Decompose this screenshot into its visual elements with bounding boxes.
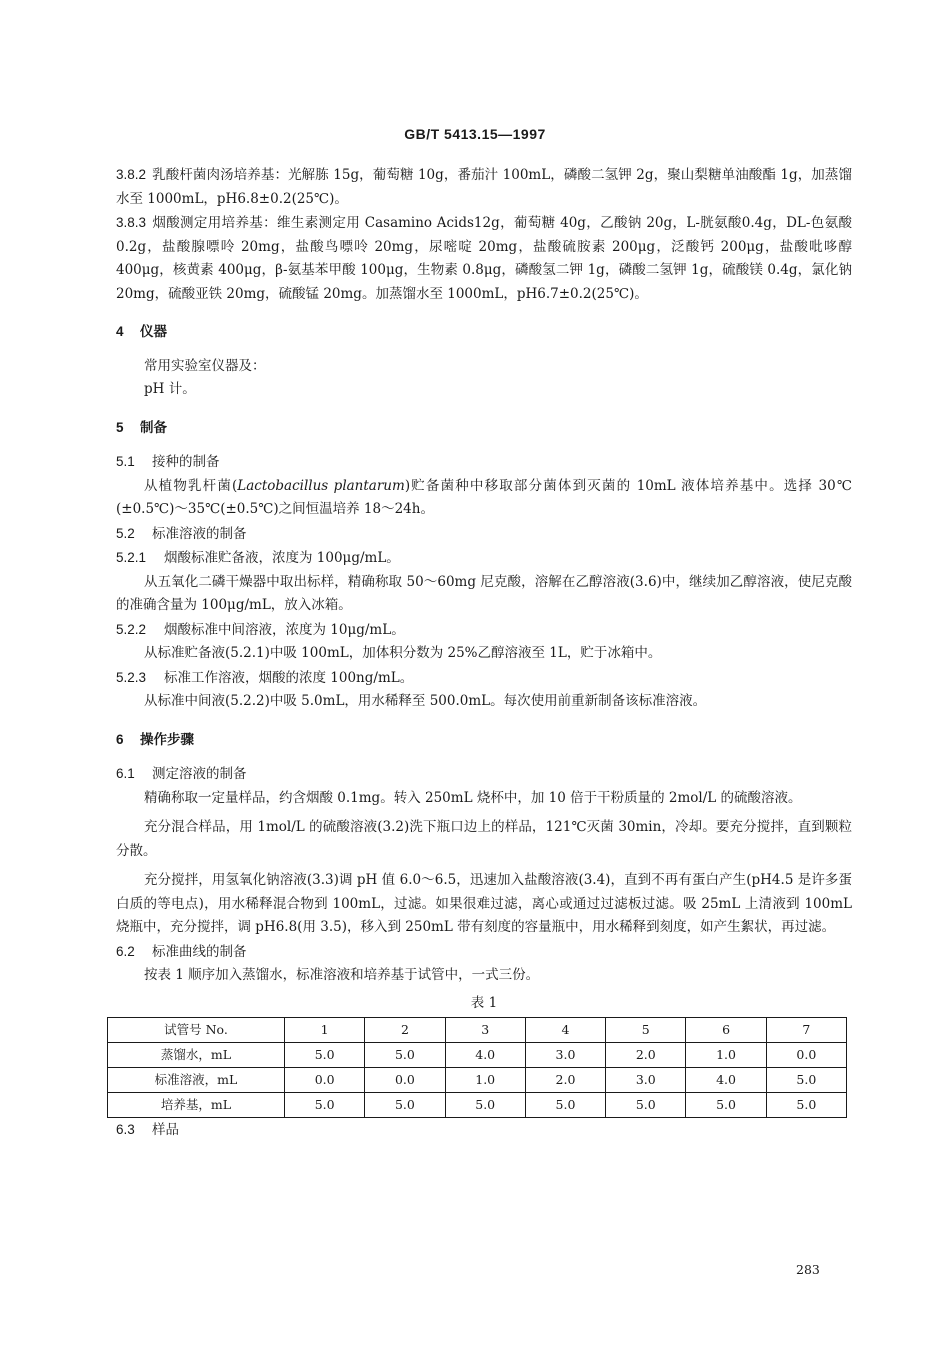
section-title: 样品 bbox=[152, 1122, 179, 1138]
paragraph: 按表 1 顺序加入蒸馏水，标准溶液和培养基于试管中，一式三份。 bbox=[144, 967, 540, 983]
table-cell: 2.0 bbox=[525, 1068, 605, 1093]
section-number: 4 bbox=[116, 324, 124, 339]
section-6-heading bbox=[116, 728, 852, 753]
paragraph: 从标准贮备液(5.2.1)中吸 100mL，加体积分数为 25%乙醇溶液至 1L，贮于冰箱中。 bbox=[144, 645, 662, 661]
section-6-1-heading bbox=[116, 762, 852, 787]
table-cell: 2 bbox=[365, 1018, 445, 1043]
paragraph: 精确称取一定量样品，约含烟酸 0.1mg。转入 250mL 烧杯中，加 10 倍于干粉质量的 2mol/L 的硫酸溶液。 bbox=[144, 789, 802, 806]
table-cell: 3 bbox=[445, 1018, 525, 1043]
table-1 bbox=[107, 1017, 847, 1118]
paragraph: pH 计。 bbox=[144, 381, 196, 397]
paragraph: 从标准中间液(5.2.2)中吸 5.0mL，用水稀释至 500.0mL。每次使用前重新制备该标准溶液。 bbox=[144, 693, 707, 709]
section-number: 3.8.3 bbox=[116, 215, 147, 230]
table-cell: 2.0 bbox=[606, 1043, 686, 1068]
paragraph: 充分搅拌，用氢氧化钠溶液(3.3)调 pH 值 6.0～6.5，迅速加入盐酸溶液(3.4)，直到不再有蛋白产生(pH4.5 是许多蛋白质的等电点)，用水稀释混合物到 100mL，过滤。如果很难过滤，离心或通过过滤板过滤。吸 25mL 上清液到 100mL 烧瓶中，充分搅拌，调 pH6.8(用 3.5)，移入到 250mL 带有刻度的容量瓶中，用水稀释到刻度，如产生絮状，再过滤。 bbox=[116, 872, 852, 935]
table-header-row bbox=[108, 1018, 847, 1043]
section-5-2-2-heading bbox=[116, 618, 852, 643]
section-text: 乳酸杆菌肉汤培养基：光解胨 15g，葡萄糖 10g，番茄汁 100mL，磷酸二氢钾 2g，聚山梨糖单油酸酯 1g，加蒸馏水至 1000mL，pH6.8±0.2(25℃)。 bbox=[116, 167, 852, 207]
table-cell: 0.0 bbox=[365, 1068, 445, 1093]
document-header: GB/T 5413.15—1997 bbox=[404, 126, 546, 142]
table-cell: 5.0 bbox=[365, 1093, 445, 1118]
section-5-2-3-heading bbox=[116, 666, 852, 691]
table-cell: 1.0 bbox=[445, 1068, 525, 1093]
section-number: 5.2.1 bbox=[116, 550, 147, 565]
section-text: 烟酸测定用培养基：维生素测定用 Casamino Acids12g，葡萄糖 40g，乙酸钠 20g，L-胱氨酸0.4g，DL-色氨酸 0.2g，盐酸腺嘌呤 20mg，盐酸鸟嘌呤 20mg，尿嘧啶 20mg，盐酸硫胺素 200μg，泛酸钙 200μg，盐酸吡哆醇 400μg，核黄素 400μg，β-氨基苯甲酸 100μg，生物素 0.8μg，磷酸氢二钾 1g，磷酸二氢钾 1g，硫酸镁 0.4g，氯化钠 20mg，硫酸亚铁 20mg，硫酸锰 20mg。加蒸馏水至 1000mL，pH6.7±0.2(25℃)。 bbox=[116, 215, 852, 302]
table-cell: 试管号 No. bbox=[108, 1018, 285, 1043]
table-cell: 5.0 bbox=[445, 1093, 525, 1118]
section-number: 6 bbox=[116, 731, 124, 747]
latin-species-name: Lactobacillus plantarum bbox=[237, 477, 405, 494]
section-number: 5.2.3 bbox=[116, 669, 147, 685]
table-cell: 4 bbox=[525, 1018, 605, 1043]
document-body bbox=[116, 163, 852, 1143]
table-cell: 5.0 bbox=[766, 1068, 846, 1093]
table-cell: 5.0 bbox=[365, 1043, 445, 1068]
table-cell: 5.0 bbox=[285, 1043, 365, 1068]
table-cell: 5.0 bbox=[606, 1093, 686, 1118]
table-cell: 0.0 bbox=[766, 1043, 846, 1068]
section-3-8-2 bbox=[116, 163, 852, 211]
paragraph: 从五氧化二磷干燥器中取出标样，精确称取 50～60mg 尼克酸，溶解在乙醇溶液(3.6)中，继续加乙醇溶液，使尼克酸的准确含量为 100μg/mL，放入冰箱。 bbox=[116, 573, 852, 613]
section-title: 仪器 bbox=[140, 324, 167, 340]
table-cell: 蒸馏水，mL bbox=[108, 1043, 285, 1068]
table-cell: 3.0 bbox=[606, 1068, 686, 1093]
section-number: 5 bbox=[116, 419, 124, 435]
table-cell: 5.0 bbox=[766, 1093, 846, 1118]
section-title: 测定溶液的制备 bbox=[152, 766, 247, 782]
section-number: 3.8.2 bbox=[116, 167, 147, 182]
section-number: 6.1 bbox=[116, 766, 135, 781]
section-title: 烟酸标准贮备液，浓度为 100μg/mL。 bbox=[164, 550, 400, 566]
section-4-heading bbox=[116, 320, 852, 345]
table-row bbox=[108, 1093, 847, 1118]
page-number: 283 bbox=[796, 1262, 820, 1277]
paragraph: 常用实验室仪器及： bbox=[144, 357, 266, 374]
section-number: 5.2 bbox=[116, 525, 135, 541]
table-cell: 5.0 bbox=[285, 1093, 365, 1118]
section-5-1-heading bbox=[116, 450, 852, 475]
text-run: )贮备菌种中移取部分菌体到灭菌的 10mL 液体培养基中。选择 30℃(±0.5℃)～35℃(±0.5℃)之间恒温培养 18～24h。 bbox=[116, 477, 852, 517]
table-cell: 标准溶液，mL bbox=[108, 1068, 285, 1093]
section-title: 标准曲线的制备 bbox=[152, 943, 247, 960]
paragraph bbox=[116, 475, 852, 522]
section-6-2-heading bbox=[116, 940, 852, 965]
section-6-3-heading bbox=[116, 1118, 852, 1143]
table-cell: 4.0 bbox=[686, 1068, 766, 1093]
table-cell: 3.0 bbox=[525, 1043, 605, 1068]
text-run: 从植物乳杆菌( bbox=[144, 477, 238, 494]
table-cell: 培养基，mL bbox=[108, 1093, 285, 1118]
table-cell: 0.0 bbox=[285, 1068, 365, 1093]
section-number: 5.2.2 bbox=[116, 621, 147, 637]
table-cell: 5.0 bbox=[686, 1093, 766, 1118]
section-5-2-1-heading bbox=[116, 546, 852, 571]
table-row bbox=[108, 1043, 847, 1068]
section-number: 6.2 bbox=[116, 943, 135, 959]
table-caption: 表 1 bbox=[470, 994, 498, 1011]
table-cell: 5.0 bbox=[525, 1093, 605, 1118]
table-cell: 1 bbox=[285, 1018, 365, 1043]
section-5-heading bbox=[116, 416, 852, 441]
paragraph: 充分混合样品，用 1mol/L 的硫酸溶液(3.2)洗下瓶口边上的样品，121℃灭菌 30min，冷却。要充分搅拌，直到颗粒分散。 bbox=[116, 819, 852, 859]
section-title: 接种的制备 bbox=[152, 454, 220, 470]
section-number: 6.3 bbox=[116, 1122, 135, 1137]
section-title: 标准溶液的制备 bbox=[152, 525, 247, 542]
section-5-2-heading bbox=[116, 522, 852, 547]
section-3-8-3 bbox=[116, 211, 852, 306]
table-row bbox=[108, 1068, 847, 1093]
table-cell: 7 bbox=[766, 1018, 846, 1043]
table-cell: 6 bbox=[686, 1018, 766, 1043]
table-cell: 4.0 bbox=[445, 1043, 525, 1068]
section-title: 标准工作溶液，烟酸的浓度 100ng/mL。 bbox=[164, 669, 414, 686]
section-number: 5.1 bbox=[116, 454, 135, 469]
section-title: 操作步骤 bbox=[140, 731, 194, 748]
table-cell: 1.0 bbox=[686, 1043, 766, 1068]
section-title: 烟酸标准中间溶液，浓度为 10μg/mL。 bbox=[164, 621, 405, 638]
section-title: 制备 bbox=[140, 419, 167, 436]
table-cell: 5 bbox=[606, 1018, 686, 1043]
